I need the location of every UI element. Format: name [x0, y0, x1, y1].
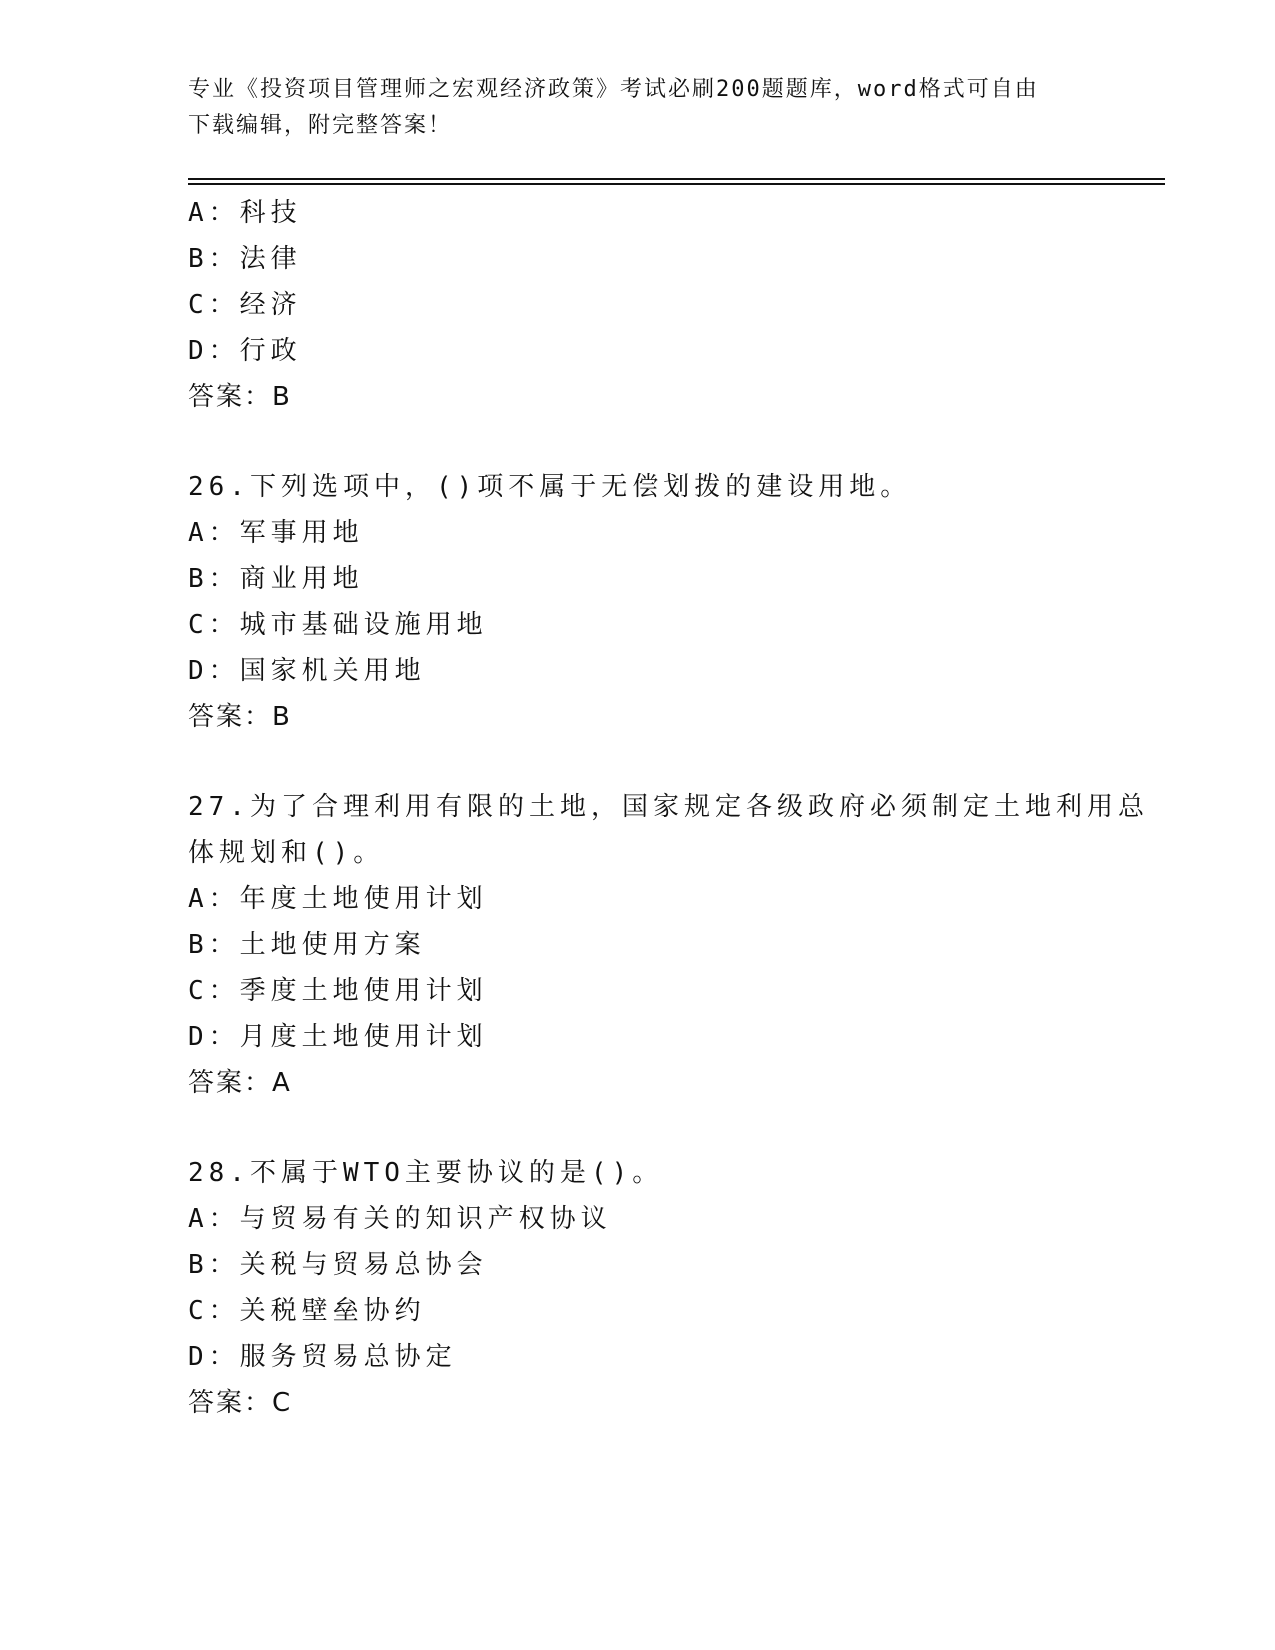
answer-line: 答案：A — [188, 1068, 292, 1098]
answer-line: 答案：C — [188, 1388, 293, 1418]
option-b: B：商业用地 — [188, 564, 364, 594]
question-block-continued — [188, 190, 1088, 420]
header-divider-top — [188, 178, 1165, 180]
option-b: B：关税与贸易总协会 — [188, 1250, 488, 1280]
option-b: B：土地使用方案 — [188, 930, 426, 960]
answer-line: 答案：B — [188, 702, 292, 732]
option-c: C：季度土地使用计划 — [188, 976, 488, 1006]
header-line-2: 下载编辑，附完整答案！ — [188, 113, 453, 138]
option-d: D：行政 — [188, 336, 302, 366]
question-block-27 — [188, 784, 1149, 1106]
option-b: B：法律 — [188, 244, 302, 274]
question-text-continued: 体规划和()。 — [188, 838, 385, 868]
option-c: C：城市基础设施用地 — [188, 610, 488, 640]
question-block-26 — [188, 464, 1088, 740]
question-block-28 — [188, 1150, 1088, 1426]
option-a: A：军事用地 — [188, 518, 364, 548]
answer-line: 答案：B — [188, 382, 292, 412]
question-text: 26.下列选项中，()项不属于无偿划拨的建设用地。 — [188, 472, 912, 502]
option-d: D：国家机关用地 — [188, 656, 426, 686]
document-header — [188, 72, 1088, 144]
question-list — [188, 190, 1149, 1426]
option-d: D：服务贸易总协定 — [188, 1342, 457, 1372]
option-a: A：年度土地使用计划 — [188, 884, 488, 914]
header-divider-bottom — [188, 183, 1165, 185]
header-line-1: 专业《投资项目管理师之宏观经济政策》考试必刷200题题库，word格式可自由 — [188, 77, 1039, 102]
question-text: 27.为了合理利用有限的土地，国家规定各级政府必须制定土地利用总 — [188, 792, 1149, 822]
option-c: C：关税壁垒协约 — [188, 1296, 426, 1326]
option-a: A：与贸易有关的知识产权协议 — [188, 1204, 612, 1234]
question-text: 28.不属于WTO主要协议的是()。 — [188, 1158, 664, 1188]
option-d: D：月度土地使用计划 — [188, 1022, 488, 1052]
option-a: A：科技 — [188, 198, 302, 228]
option-c: C：经济 — [188, 290, 302, 320]
